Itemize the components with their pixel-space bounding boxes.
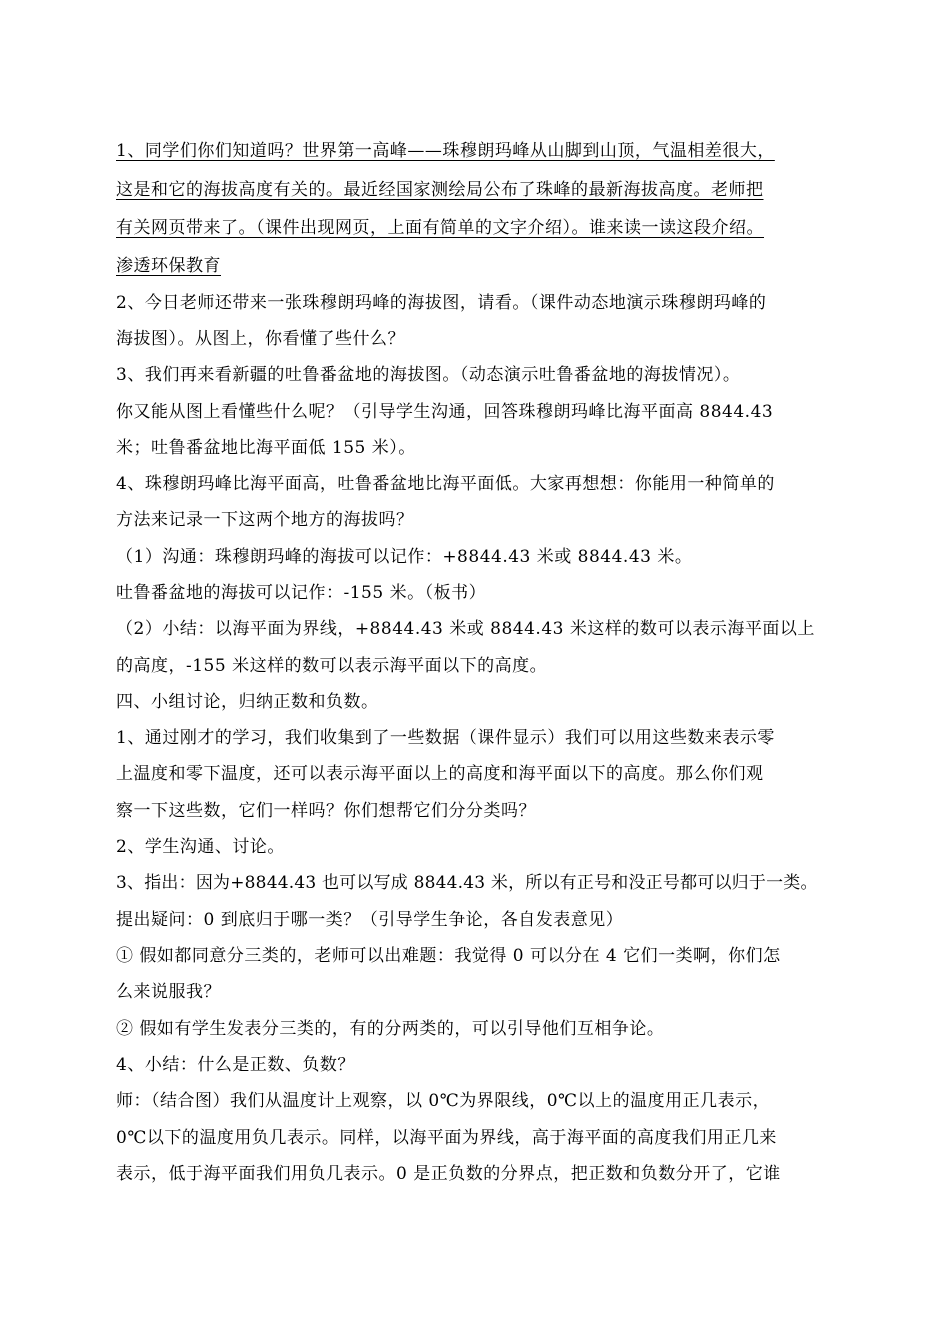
paragraph-line: 这是和它的海拔高度有关的。最近经国家测绘局公布了珠峰的最新海拔高度。老师把 bbox=[116, 180, 764, 200]
paragraph-line: 米；吐鲁番盆地比海平面低 155 米）。 bbox=[116, 438, 416, 458]
paragraph-line: 上温度和零下温度，还可以表示海平面以上的高度和海平面以下的高度。那么你们观 bbox=[116, 764, 764, 784]
paragraph-line: 吐鲁番盆地的海拔可以记作：-155 米。（板书） bbox=[116, 583, 487, 603]
paragraph-line: 4、珠穆朗玛峰比海平面高，吐鲁番盆地比海平面低。大家再想想：你能用一种简单的 bbox=[116, 474, 775, 494]
paragraph-line: 师：（结合图）我们从温度计上观察，以 0℃为界限线，0℃以上的温度用正几表示， bbox=[116, 1091, 771, 1111]
paragraph-line: 表示，低于海平面我们用负几表示。0 是正负数的分界点，把正数和负数分开了，它谁 bbox=[116, 1164, 781, 1184]
paragraph-line: 提出疑问：0 到底归于哪一类？（引导学生争论，各自发表意见） bbox=[116, 910, 624, 930]
paragraph-line: （2）小结：以海平面为界线，+8844.43 米或 8844.43 米这样的数可以表示海平面以上 bbox=[116, 619, 815, 639]
paragraph-line: ② 假如有学生发表分三类的，有的分两类的，可以引导他们互相争论。 bbox=[116, 1019, 665, 1039]
paragraph-line: 4、小结：什么是正数、负数？ bbox=[116, 1055, 355, 1075]
paragraph-line: 方法来记录一下这两个地方的海拔吗？ bbox=[116, 510, 414, 530]
paragraph-line: 1、通过刚才的学习，我们收集到了一些数据（课件显示）我们可以用这些数来表示零 bbox=[116, 728, 775, 748]
paragraph-line: 你又能从图上看懂些什么呢？（引导学生沟通，回答珠穆朗玛峰比海平面高 8844.43 bbox=[116, 402, 774, 422]
paragraph-line: 0℃以下的温度用负几表示。同样，以海平面为界线，高于海平面的高度我们用正几来 bbox=[116, 1128, 777, 1148]
paragraph-line: 有关网页带来了。（课件出现网页，上面有简单的文字介绍）。谁来读一读这段介绍。 bbox=[116, 218, 764, 238]
paragraph-line: （1）沟通：珠穆朗玛峰的海拔可以记作：+8844.43 米或 8844.43 米。 bbox=[116, 547, 693, 567]
paragraph-line: 的高度，-155 米这样的数可以表示海平面以下的高度。 bbox=[116, 656, 548, 676]
paragraph-line: 2、今日老师还带来一张珠穆朗玛峰的海拔图，请看。（课件动态地演示珠穆朗玛峰的 bbox=[116, 293, 767, 313]
section-heading: 四、小组讨论，归纳正数和负数。 bbox=[116, 692, 379, 712]
paragraph-line: 渗透环保教育 bbox=[116, 256, 221, 276]
paragraph-line: 2、学生沟通、讨论。 bbox=[116, 837, 285, 857]
paragraph-line: 海拔图）。从图上，你看懂了些什么？ bbox=[116, 329, 405, 349]
paragraph-line: 3、指出：因为+8844.43 也可以写成 8844.43 米，所以有正号和没正号都可以归于一类。 bbox=[116, 873, 818, 893]
paragraph-line: ① 假如都同意分三类的，老师可以出难题：我觉得 0 可以分在 4 它们一类啊，你们怎 bbox=[116, 946, 781, 966]
paragraph-line: 么来说服我？ bbox=[116, 982, 221, 1002]
paragraph-line: 3、我们再来看新疆的吐鲁番盆地的海拔图。（动态演示吐鲁番盆地的海拔情况）。 bbox=[116, 365, 741, 385]
paragraph-line: 1、同学们你们知道吗？世界第一高峰——珠穆朗玛峰从山脚到山顶，气温相差很大， bbox=[116, 141, 775, 161]
paragraph-line: 察一下这些数，它们一样吗？你们想帮它们分分类吗？ bbox=[116, 801, 536, 821]
